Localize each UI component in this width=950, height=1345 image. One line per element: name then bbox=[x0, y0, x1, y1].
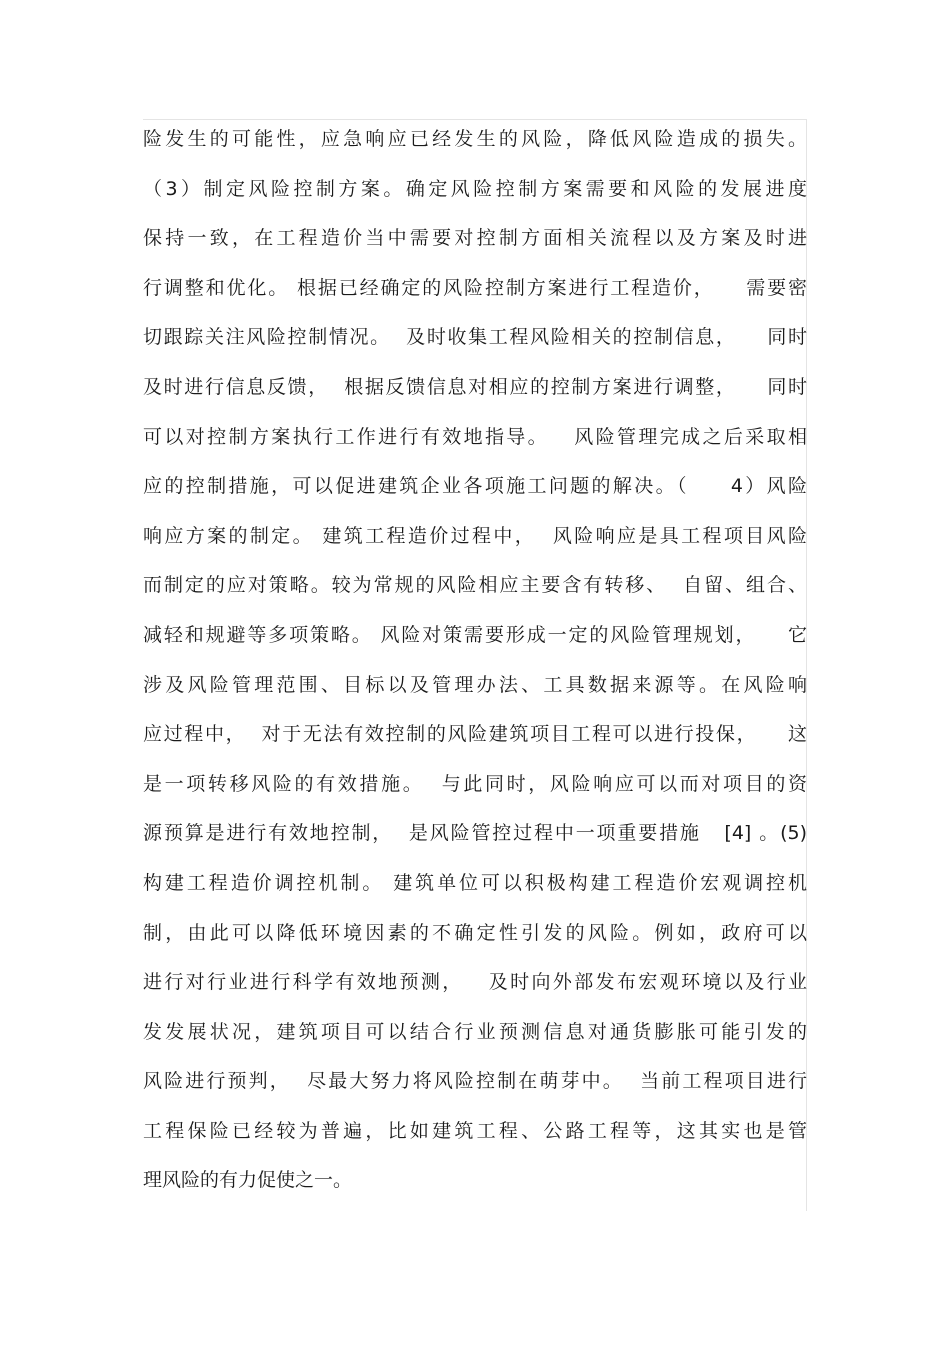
text-line-7: 可以对控制方案执行工作进行有效地指导。 风险管理完成之后采取相 bbox=[143, 425, 807, 448]
text-line-11: 减轻和规避等多项策略。 风险对策需要形成一定的风险管理规划， 它 bbox=[143, 623, 807, 646]
text-line-18: 进行对行业进行科学有效地预测， 及时向外部发布宏观环境以及行业 bbox=[143, 971, 807, 994]
body-text bbox=[143, 115, 807, 1206]
text-line-15: 源预算是进行有效地控制， 是风险管控过程中一项重要措施 [4] 。(5) bbox=[143, 822, 807, 845]
text-line-16: 构建工程造价调控机制。 建筑单位可以积极构建工程造价宏观调控机 bbox=[143, 871, 807, 894]
text-line-13: 应过程中， 对于无法有效控制的风险建筑项目工程可以进行投保， 这 bbox=[143, 723, 807, 746]
text-line-14: 是一项转移风险的有效措施。 与此同时，风险响应可以而对项目的资 bbox=[143, 772, 807, 795]
text-line-3: 保持一致，在工程造价当中需要对控制方面相关流程以及方案及时进 bbox=[143, 227, 807, 250]
text-line-2: （3）制定风险控制方案。确定风险控制方案需要和风险的发展进度 bbox=[143, 177, 807, 200]
text-line-5: 切跟踪关注风险控制情况。 及时收集工程风险相关的控制信息， 同时 bbox=[143, 326, 807, 349]
text-line-21: 工程保险已经较为普遍，比如建筑工程、公路工程等，这其实也是管 bbox=[143, 1119, 807, 1142]
text-line-20: 风险进行预判， 尽最大努力将风险控制在萌芽中。 当前工程项目进行 bbox=[143, 1070, 807, 1093]
text-line-4: 行调整和优化。 根据已经确定的风险控制方案进行工程造价， 需要密 bbox=[143, 276, 807, 299]
text-line-6: 及时进行信息反馈， 根据反馈信息对相应的控制方案进行调整， 同时 bbox=[143, 375, 807, 398]
text-line-12: 涉及风险管理范围、目标以及管理办法、工具数据来源等。在风险响 bbox=[143, 673, 807, 696]
text-line-22: 理风险的有力促使之一。 bbox=[143, 1169, 353, 1192]
text-line-1: 险发生的可能性，应急响应已经发生的风险，降低风险造成的损失。 bbox=[143, 128, 807, 150]
text-line-19: 发发展状况，建筑项目可以结合行业预测信息对通货膨胀可能引发的 bbox=[143, 1020, 807, 1043]
text-line-10: 而制定的应对策略。较为常规的风险相应主要含有转移、 自留、组合、 bbox=[143, 574, 807, 597]
text-line-17: 制，由此可以降低环境因素的不确定性引发的风险。例如，政府可以 bbox=[143, 921, 807, 944]
text-line-8: 应的控制措施，可以促进建筑企业各项施工问题的解决。（ 4）风险 bbox=[143, 475, 807, 498]
text-line-9: 响应方案的制定。 建筑工程造价过程中， 风险响应是具工程项目风险 bbox=[143, 524, 807, 547]
